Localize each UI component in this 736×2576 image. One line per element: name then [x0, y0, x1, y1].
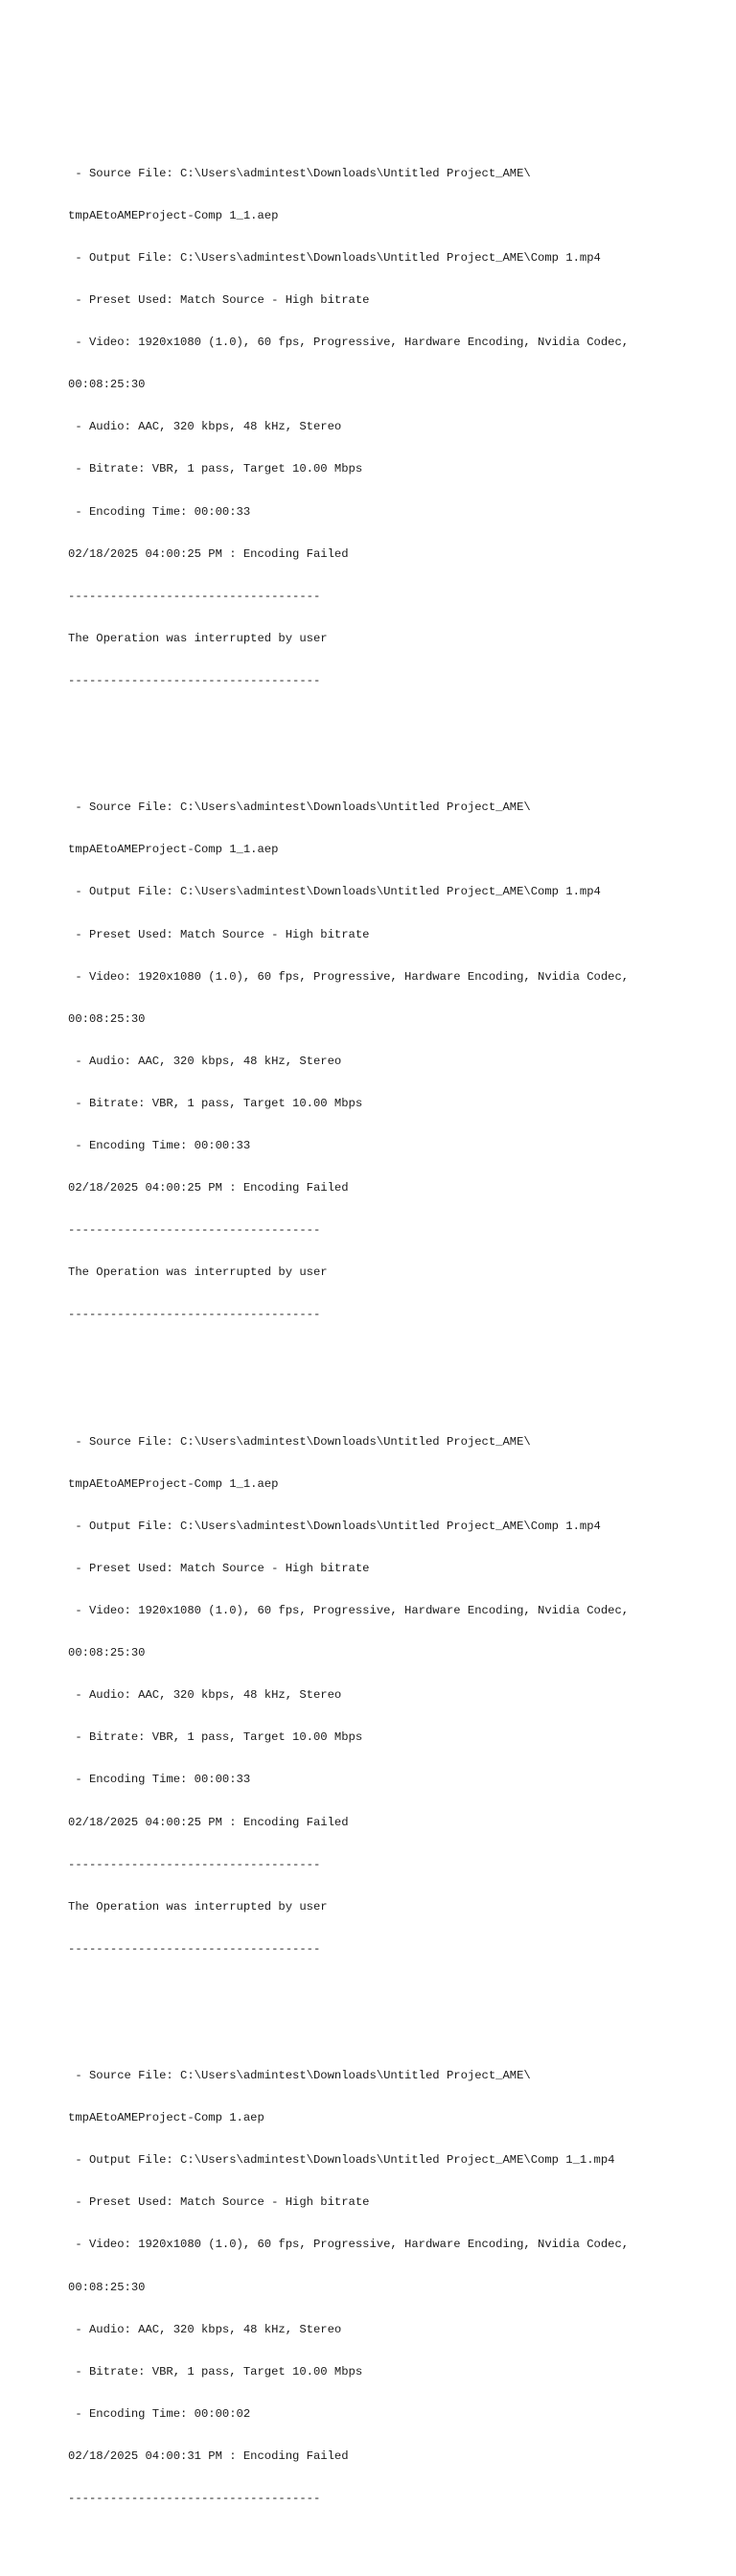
log-entry	[68, 2041, 720, 2534]
bitrate-line: - Bitrate: VBR, 1 pass, Target 10.00 Mbps	[68, 1730, 363, 1745]
audio-line: - Audio: AAC, 320 kbps, 48 kHz, Stereo	[68, 1688, 342, 1703]
encoding-log	[68, 110, 720, 2576]
preset-line: - Preset Used: Match Source - High bitrate	[68, 1561, 370, 1575]
status-line: 02/18/2025 04:00:25 PM : Encoding Failed	[68, 1181, 349, 1195]
error-message-line: The Operation was interrupted by user	[68, 1899, 328, 1914]
status-line: 02/18/2025 04:00:25 PM : Encoding Failed	[68, 1815, 349, 1829]
separator-line: ------------------------------------	[68, 589, 321, 603]
log-entry	[68, 1406, 720, 1984]
bitrate-line: - Bitrate: VBR, 1 pass, Target 10.00 Mbps	[68, 462, 363, 476]
source-file-line: - Source File: C:\Users\admintest\Downloads\Untitled Project_AME\	[68, 801, 531, 815]
source-file-line: - Source File: C:\Users\admintest\Downloads\Untitled Project_AME\	[68, 1434, 531, 1449]
separator-line: ------------------------------------	[68, 1857, 321, 1871]
output-file-line: - Output File: C:\Users\admintest\Downloads\Untitled Project_AME\Comp 1.mp4	[68, 1519, 601, 1533]
preset-line: - Preset Used: Match Source - High bitrate	[68, 2195, 370, 2210]
audio-line: - Audio: AAC, 320 kbps, 48 kHz, Stereo	[68, 1054, 342, 1068]
audio-line: - Audio: AAC, 320 kbps, 48 kHz, Stereo	[68, 420, 342, 434]
source-file-line-cont: tmpAEtoAMEProject-Comp 1_1.aep	[68, 208, 279, 222]
separator-line: ------------------------------------	[68, 673, 321, 687]
video-line-cont: 00:08:25:30	[68, 378, 146, 392]
encoding-time-line: - Encoding Time: 00:00:33	[68, 504, 251, 519]
source-file-line-cont: tmpAEtoAMEProject-Comp 1_1.aep	[68, 1476, 279, 1491]
status-line: 02/18/2025 04:00:31 PM : Encoding Failed	[68, 2448, 349, 2463]
encoding-time-line: - Encoding Time: 00:00:33	[68, 1138, 251, 1152]
output-file-line: - Output File: C:\Users\admintest\Downloads\Untitled Project_AME\Comp 1_1.mp4	[68, 2153, 615, 2168]
log-entry	[68, 138, 720, 716]
source-file-line-cont: tmpAEtoAMEProject-Comp 1.aep	[68, 2111, 264, 2125]
error-message-line: The Operation was interrupted by user	[68, 1265, 328, 1280]
video-line-cont: 00:08:25:30	[68, 1011, 146, 1026]
preset-line: - Preset Used: Match Source - High bitrate	[68, 293, 370, 308]
source-file-line: - Source File: C:\Users\admintest\Downloads\Untitled Project_AME\	[68, 166, 531, 180]
separator-line: ------------------------------------	[68, 1941, 321, 1956]
separator-line: ------------------------------------	[68, 2492, 321, 2506]
bitrate-line: - Bitrate: VBR, 1 pass, Target 10.00 Mbps	[68, 2364, 363, 2379]
separator-line: ------------------------------------	[68, 1223, 321, 1238]
log-entry	[68, 773, 720, 1351]
output-file-line: - Output File: C:\Users\admintest\Downloads\Untitled Project_AME\Comp 1.mp4	[68, 251, 601, 265]
audio-line: - Audio: AAC, 320 kbps, 48 kHz, Stereo	[68, 2322, 342, 2336]
source-file-line: - Source File: C:\Users\admintest\Downloads\Untitled Project_AME\	[68, 2069, 531, 2083]
status-line: 02/18/2025 04:00:25 PM : Encoding Failed	[68, 546, 349, 561]
bitrate-line: - Bitrate: VBR, 1 pass, Target 10.00 Mbps	[68, 1096, 363, 1110]
error-message-line: The Operation was interrupted by user	[68, 631, 328, 645]
video-line: - Video: 1920x1080 (1.0), 60 fps, Progressive, Hardware Encoding, Nvidia Codec,	[68, 2238, 630, 2252]
preset-line: - Preset Used: Match Source - High bitrate	[68, 927, 370, 941]
video-line-cont: 00:08:25:30	[68, 2280, 146, 2294]
video-line: - Video: 1920x1080 (1.0), 60 fps, Progressive, Hardware Encoding, Nvidia Codec,	[68, 336, 630, 350]
source-file-line-cont: tmpAEtoAMEProject-Comp 1_1.aep	[68, 843, 279, 857]
video-line: - Video: 1920x1080 (1.0), 60 fps, Progressive, Hardware Encoding, Nvidia Codec,	[68, 969, 630, 984]
encoding-time-line: - Encoding Time: 00:00:02	[68, 2406, 251, 2421]
video-line-cont: 00:08:25:30	[68, 1646, 146, 1660]
separator-line: ------------------------------------	[68, 1308, 321, 1322]
output-file-line: - Output File: C:\Users\admintest\Downloads\Untitled Project_AME\Comp 1.mp4	[68, 885, 601, 899]
video-line: - Video: 1920x1080 (1.0), 60 fps, Progressive, Hardware Encoding, Nvidia Codec,	[68, 1604, 630, 1618]
encoding-time-line: - Encoding Time: 00:00:33	[68, 1773, 251, 1787]
